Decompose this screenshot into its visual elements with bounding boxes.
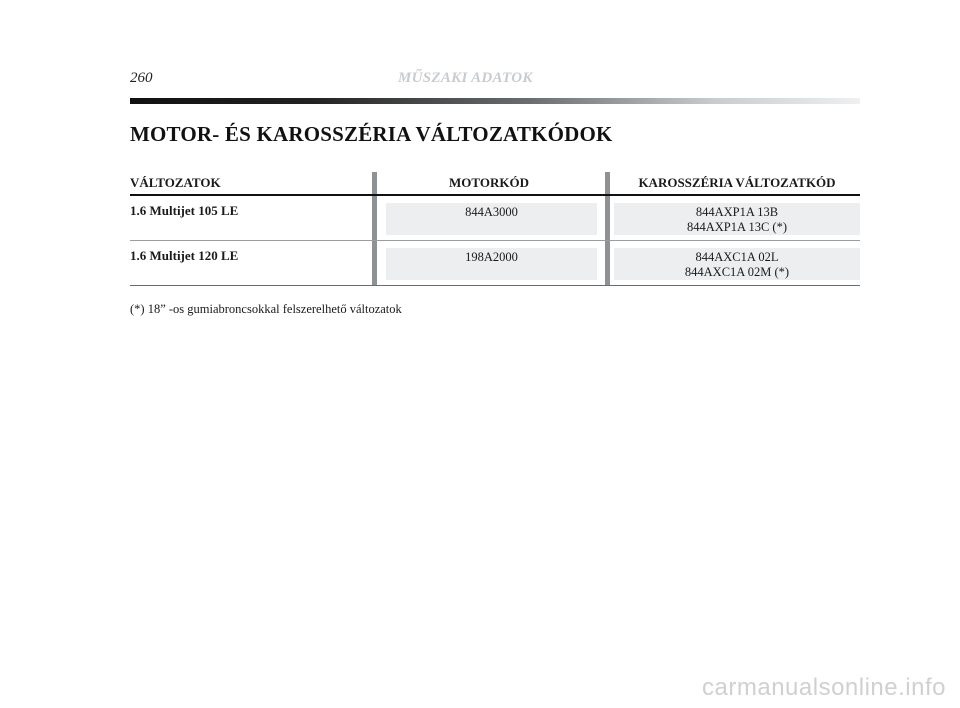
- column-header-variants: VÁLTOZATOK: [130, 175, 221, 190]
- body-code-line: 844AXC1A 02L: [695, 250, 779, 264]
- section-header: MŰSZAKI ADATOK: [398, 70, 533, 86]
- column-header-motor-code: MOTORKÓD: [449, 175, 529, 190]
- header-gradient-bar: [130, 98, 860, 104]
- variant-cell: 1.6 Multijet 120 LE: [130, 248, 239, 263]
- table-row: [130, 241, 860, 286]
- motor-code-cell: 844A3000: [386, 203, 597, 235]
- body-code-line: 844AXP1A 13B: [695, 205, 779, 219]
- footnote: (*) 18” -os gumiabroncsokkal felszerelhető változatok: [130, 302, 402, 316]
- body-code-line: 844AXC1A 02M (*): [684, 265, 790, 279]
- watermark: carmanualsonline.info: [702, 674, 946, 701]
- variant-code-table: [130, 172, 860, 286]
- body-code-cell: [614, 248, 860, 280]
- motor-code-cell: 198A2000: [386, 248, 597, 280]
- page-number: 260: [130, 70, 153, 86]
- page-title: MOTOR- ÉS KAROSSZÉRIA VÁLTOZATKÓDOK: [130, 122, 613, 146]
- column-header-body-code: KAROSSZÉRIA VÁLTOZATKÓD: [638, 175, 836, 190]
- variant-cell: 1.6 Multijet 105 LE: [130, 203, 239, 218]
- table-row: [130, 196, 860, 241]
- body-code-cell: [614, 203, 860, 235]
- table-header: [130, 172, 860, 196]
- body-code-line: 844AXP1A 13C (*): [686, 220, 787, 234]
